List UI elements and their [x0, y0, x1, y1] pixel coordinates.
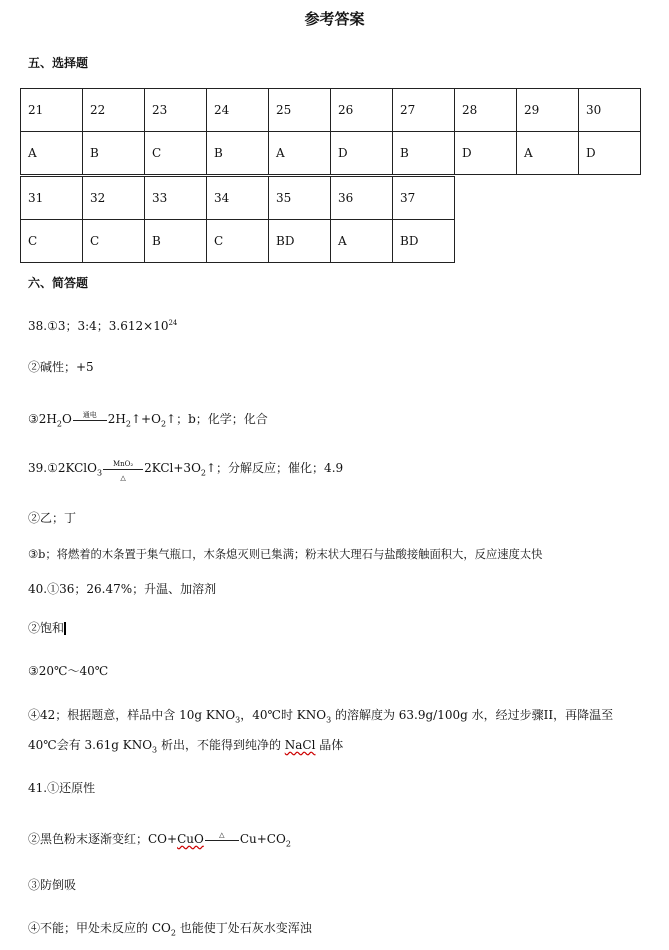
table-cell: 25: [269, 89, 331, 132]
answer-text: 2KCl+3O: [144, 461, 201, 475]
answer-text: ②饱和: [28, 621, 65, 635]
table-cell: A: [517, 132, 579, 175]
answer-40-1: 40.①36；26.47%；升温、加溶剂: [28, 582, 217, 596]
answer-text: ↑；b；化学；化合: [166, 412, 268, 426]
answer-40-3: ③20℃～40℃: [28, 664, 109, 678]
answer-table-row-a: [20, 88, 641, 175]
reaction-condition-arrow: [73, 410, 107, 427]
table-cell: 30: [579, 89, 641, 132]
table-cell: B: [393, 132, 455, 175]
table-cell: C: [83, 220, 145, 263]
answer-text: 38.①3；3:4；3.612×10: [28, 319, 169, 333]
table-row: [21, 132, 641, 175]
answer-text: 的溶解度为 63.9g/100g 水，经过步骤II，再降温至: [331, 708, 614, 722]
answer-39-1: [28, 461, 343, 480]
table-cell: D: [331, 132, 393, 175]
answer-41-3: ③防倒吸: [28, 878, 77, 892]
superscript: 24: [168, 319, 178, 327]
answer-text: 析出，不能得到纯净的: [157, 738, 285, 752]
table-cell: D: [455, 132, 517, 175]
answer-text: 40℃会有 3.61g KNO: [28, 738, 153, 752]
table-cell: B: [207, 132, 269, 175]
answer-text: ④不能；甲处未反应的 CO: [28, 921, 171, 935]
subscript: 2: [200, 468, 206, 478]
table-cell: 31: [21, 177, 83, 220]
answer-text: ↑+O: [131, 412, 161, 426]
subscript: 3: [235, 715, 241, 725]
answer-text: ↑；分解反应；催化；4.9: [206, 461, 344, 475]
table-cell: C: [207, 220, 269, 263]
subscript: 2: [160, 419, 167, 429]
condition-over: △: [219, 830, 225, 839]
table-cell: BD: [393, 220, 455, 263]
table-cell: A: [331, 220, 393, 263]
table-cell: 29: [517, 89, 579, 132]
table-row: [21, 220, 455, 263]
answer-text: ③2H: [28, 412, 57, 426]
table-cell: B: [145, 220, 207, 263]
condition-over: 通电: [82, 410, 97, 419]
answer-40-2: [28, 621, 66, 635]
subscript: 3: [152, 745, 158, 755]
section-heading-short-answer: 六、简答题: [28, 276, 89, 290]
section-heading-choice: 五、选择题: [28, 56, 89, 70]
answer-39-3: ③b；将燃着的木条置于集气瓶口，木条熄灭则已集满；粉末状大理石与盐酸接触面积大，反应速度太快: [28, 548, 543, 561]
table-cell: D: [579, 132, 641, 175]
subscript: 2: [56, 419, 62, 429]
answer-41-4: [28, 921, 312, 940]
spellcheck-underlined-text: CuO: [177, 832, 204, 846]
table-cell: 24: [207, 89, 269, 132]
table-cell: 23: [145, 89, 207, 132]
table-cell: C: [145, 132, 207, 175]
reaction-condition-arrow: [103, 459, 143, 482]
subscript: 3: [326, 715, 332, 725]
text-cursor: [64, 622, 66, 635]
table-cell: 34: [207, 177, 269, 220]
table-cell: 35: [269, 177, 331, 220]
table-cell: B: [83, 132, 145, 175]
subscript: 3: [96, 468, 103, 478]
reaction-condition-arrow: [205, 830, 239, 847]
table-row: [21, 89, 641, 132]
answer-38-2: ②碱性；+5: [28, 360, 94, 374]
table-cell: 33: [145, 177, 207, 220]
table-cell: 27: [393, 89, 455, 132]
subscript: 2: [170, 928, 176, 938]
spellcheck-underlined-text: NaCl: [284, 738, 316, 752]
answer-table-row-b: [20, 176, 455, 263]
table-cell: 37: [393, 177, 455, 220]
answer-41-1: 41.①还原性: [28, 781, 96, 795]
answer-text: ，40℃时 KNO: [240, 708, 327, 722]
answer-text: ④42；根据题意，样品中含 10g KNO: [28, 708, 236, 722]
table-cell: 32: [83, 177, 145, 220]
subscript: 2: [125, 419, 131, 429]
table-cell: 26: [331, 89, 393, 132]
answer-40-5: [28, 738, 343, 757]
table-cell: A: [269, 132, 331, 175]
table-cell: 21: [21, 89, 83, 132]
answer-text: 也能使丁处石灰水变浑浊: [175, 921, 312, 935]
answer-41-2: [28, 832, 291, 851]
table-cell: 36: [331, 177, 393, 220]
answer-38-3: [28, 412, 268, 431]
answer-text: 晶体: [315, 738, 344, 752]
subscript: 2: [285, 839, 291, 849]
condition-over: MnO₂: [112, 459, 134, 468]
table-row: [21, 177, 455, 220]
answer-text: ②黑色粉末逐渐变红；CO+: [28, 832, 178, 846]
answer-text: 39.①2KClO: [28, 461, 97, 475]
answer-text: O: [61, 412, 72, 426]
table-cell: C: [21, 220, 83, 263]
table-cell: 28: [455, 89, 517, 132]
table-cell: A: [21, 132, 83, 175]
answer-text: Cu+CO: [239, 832, 286, 846]
answer-39-2: ②乙；丁: [28, 511, 77, 525]
table-cell: BD: [269, 220, 331, 263]
answer-40-4: [28, 708, 613, 727]
answer-38-1: [28, 316, 177, 333]
answer-text: 2H: [107, 412, 126, 426]
condition-under: △: [120, 473, 126, 482]
table-cell: 22: [83, 89, 145, 132]
page-title: 参考答案: [304, 10, 365, 28]
